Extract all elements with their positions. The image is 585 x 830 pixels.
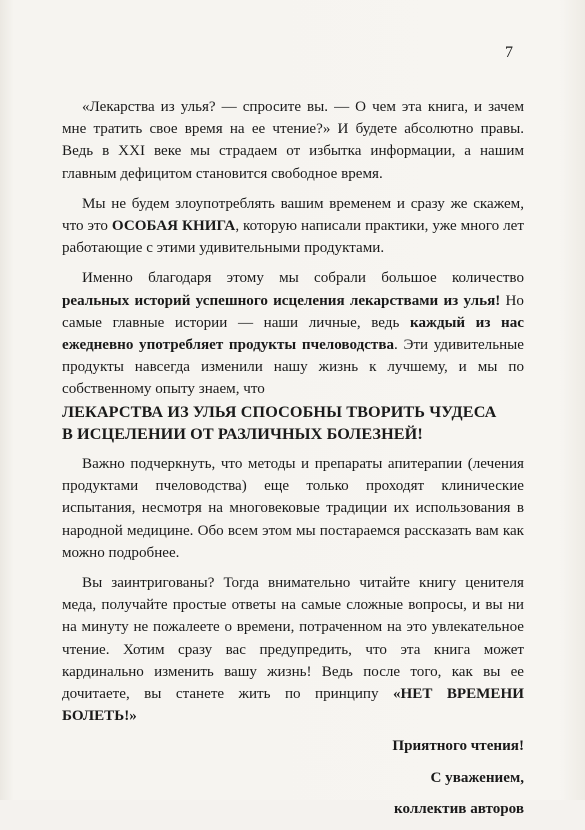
paragraph-5-text-a: Вы заинтригованы? Тогда внимательно читайте книгу ценителя меда, получайте простые ответы на самые сложные вопросы, и вы ни на минуту не пожалеете о времени, потраченном на это увлекательное чтение. Хотим сразу вас предупредить, что эта книга может кардинально изменить вашу жизнь! Ведь после того, как вы ее дочитаете, вы станете жить по принципу bbox=[62, 575, 524, 703]
no-time-to-be-ill-emphasis: «НЕТ ВРЕМЕНИ БОЛЕТЬ!» bbox=[62, 686, 524, 725]
real-stories-emphasis: реальных историй успешного исцеления лекарствами из улья! bbox=[62, 292, 501, 309]
paragraph-3-text-a: Именно благодаря этому мы собрали большое количество bbox=[82, 270, 524, 287]
signature-line-3: коллектив авторов bbox=[393, 801, 524, 818]
paragraph-3-text-c: Но самые главные истории — наши личные, ведь bbox=[62, 292, 524, 331]
daily-use-emphasis: каждый из нас ежедневно употребляет продукты пчеловодства bbox=[62, 314, 524, 354]
paragraph-5 bbox=[62, 572, 524, 727]
special-book-emphasis: ОСОБАЯ КНИГА bbox=[111, 218, 236, 235]
paragraph-2-text-a: Мы не будем злоупотреблять вашим временем и сразу же скажем, что это bbox=[62, 195, 524, 235]
signature-line-1: Приятного чтения! bbox=[392, 738, 524, 755]
paragraph-2-text-c: , которую написали практики, уже много лет работающие с этими удивительными продуктами. bbox=[62, 218, 524, 257]
caps-statement-line-1: ЛЕКАРСТВА ИЗ УЛЬЯ СПОСОБНЫ ТВОРИТЬ ЧУДЕСА bbox=[62, 402, 497, 421]
paragraph-2 bbox=[62, 193, 524, 260]
paragraph-1: «Лекарства из улья? — спросите вы. — О чем эта книга, и зачем мне тратить свое время на ее чтение?» И будете абсолютно правы. Ведь в XXI веке мы страдаем от избытка информации, а нашим главным дефицитом становится свободное время. bbox=[62, 99, 524, 182]
signature-line-2: С уважением, bbox=[430, 769, 524, 786]
body-text bbox=[62, 96, 524, 830]
paragraph-3 bbox=[62, 267, 524, 445]
paragraph-4: Важно подчеркнуть, что методы и препараты апитерапии (лечения продуктами пчеловодства) еще только проходят клинические испытания, несмотря на многовековые традиции их использования в народной медицине. Обо всем этом мы постараемся рассказать вам как можно подробнее. bbox=[62, 456, 524, 561]
caps-statement-line-2: В ИСЦЕЛЕНИИ ОТ РАЗЛИЧНЫХ БОЛЕЗНЕЙ! bbox=[62, 424, 423, 443]
page-number: 7 bbox=[505, 44, 513, 61]
paragraph-3-text-e: . Эти удивительные продукты навсегда изменили нашу жизнь к лучшему, и мы по собственному опыту знаем, что bbox=[62, 337, 524, 398]
